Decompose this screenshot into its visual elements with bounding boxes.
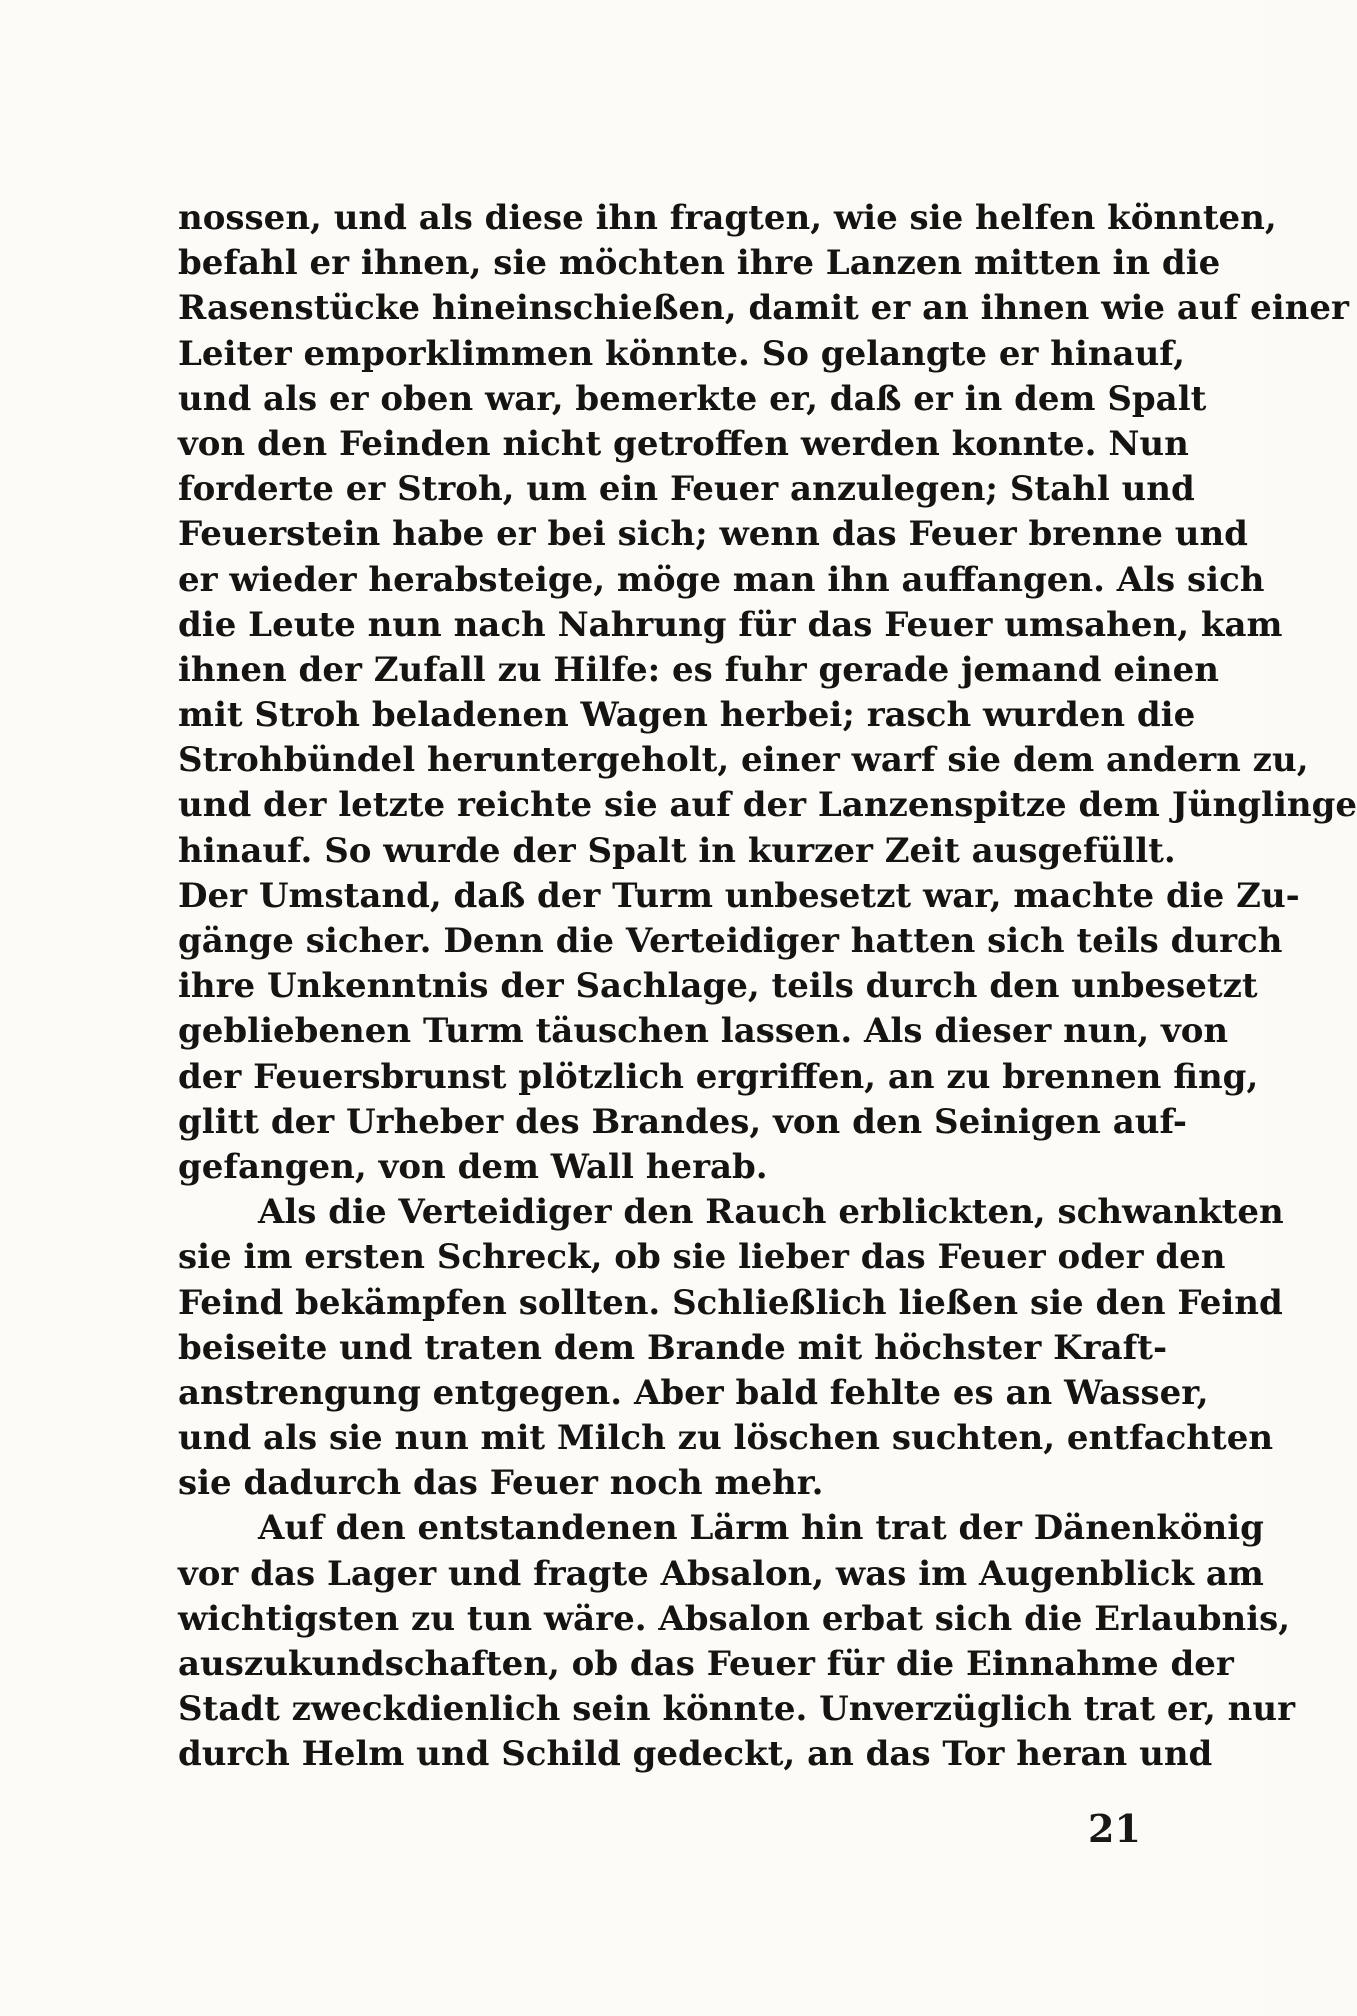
- text-line: von den Feinden nicht getroffen werden konnte. Nun: [178, 423, 1189, 464]
- text-line: er wieder herabsteige, möge man ihn auffangen. Als sich: [178, 559, 1265, 600]
- text-line: vor das Lager und fragte Absalon, was im Augenblick am: [178, 1553, 1264, 1594]
- text-line: durch Helm und Schild gedeckt, an das Tor heran und: [178, 1734, 1213, 1775]
- text-line: Der Umstand, daß der Turm unbesetzt war, machte die Zu-: [178, 875, 1300, 916]
- text-line: wichtigsten zu tun wäre. Absalon erbat sich die Erlaubnis,: [178, 1598, 1291, 1639]
- text-line: glitt der Urheber des Brandes, von den Seinigen auf-: [178, 1101, 1188, 1142]
- text-line: ihre Unkenntnis der Sachlage, teils durch den unbesetzt: [178, 966, 1258, 1007]
- text-line: Feind bekämpfen sollten. Schließlich ließen sie den Feind: [178, 1282, 1283, 1323]
- text-line: gänge sicher. Denn die Verteidiger hatten sich teils durch: [178, 921, 1283, 961]
- text-line: und als er oben war, bemerkte er, daß er in dem Spalt: [178, 378, 1207, 419]
- text-line: sie dadurch das Feuer noch mehr.: [178, 1463, 824, 1504]
- text-line: nossen, und als diese ihn fragten, wie sie helfen könnten,: [178, 198, 1277, 238]
- text-line: gefangen, von dem Wall herab.: [178, 1146, 768, 1187]
- text-line: und als sie nun mit Milch zu löschen suchten, entfachten: [178, 1418, 1274, 1459]
- text-line: Rasenstücke hineinschießen, damit er an ihnen wie auf einer: [178, 288, 1349, 329]
- text-line: mit Stroh beladenen Wagen herbei; rasch wurden die: [178, 695, 1196, 736]
- text-line: gebliebenen Turm täuschen lassen. Als dieser nun, von: [178, 1011, 1229, 1052]
- text-line: forderte er Stroh, um ein Feuer anzulegen; Stahl und: [178, 469, 1195, 510]
- text-line: die Leute nun nach Nahrung für das Feuer umsahen, kam: [178, 604, 1283, 645]
- text-line: befahl er ihnen, sie möchten ihre Lanzen mitten in die: [178, 243, 1221, 284]
- text-line: auszukundschaften, ob das Feuer für die Einnahme der: [178, 1644, 1234, 1684]
- text-line: sie im ersten Schreck, ob sie lieber das Feuer oder den: [178, 1237, 1226, 1278]
- paragraph: [178, 196, 1357, 1190]
- text-line: anstrengung entgegen. Aber bald fehlte es an Wasser,: [178, 1372, 1209, 1413]
- text-line: Leiter emporklimmen könnte. So gelangte er hinauf,: [178, 333, 1186, 374]
- paragraph: [178, 1190, 1284, 1506]
- text-line: beiseite und traten dem Brande mit höchster Kraft-: [178, 1327, 1168, 1368]
- text-line: Als die Verteidiger den Rauch erblickten, schwankten: [258, 1192, 1284, 1233]
- body-text: [178, 196, 1357, 1778]
- page-number: 21: [1088, 1806, 1141, 1851]
- paragraph: [178, 1506, 1295, 1777]
- text-line: Feuerstein habe er bei sich; wenn das Feuer brenne und: [178, 514, 1248, 555]
- text-line: Stadt zweckdienlich sein könnte. Unverzüglich trat er, nur: [178, 1689, 1295, 1730]
- text-line: ihnen der Zufall zu Hilfe: es fuhr gerade jemand einen: [178, 649, 1219, 690]
- text-line: und der letzte reichte sie auf der Lanzenspitze dem Jünglinge: [178, 785, 1357, 826]
- text-line: Auf den entstandenen Lärm hin trat der Dänenkönig: [258, 1508, 1264, 1549]
- text-line: hinauf. So wurde der Spalt in kurzer Zeit ausgefüllt.: [178, 830, 1176, 871]
- text-line: der Feuersbrunst plötzlich ergriffen, an zu brennen fing,: [178, 1056, 1259, 1097]
- text-line: Strohbündel heruntergeholt, einer warf sie dem andern zu,: [178, 740, 1309, 781]
